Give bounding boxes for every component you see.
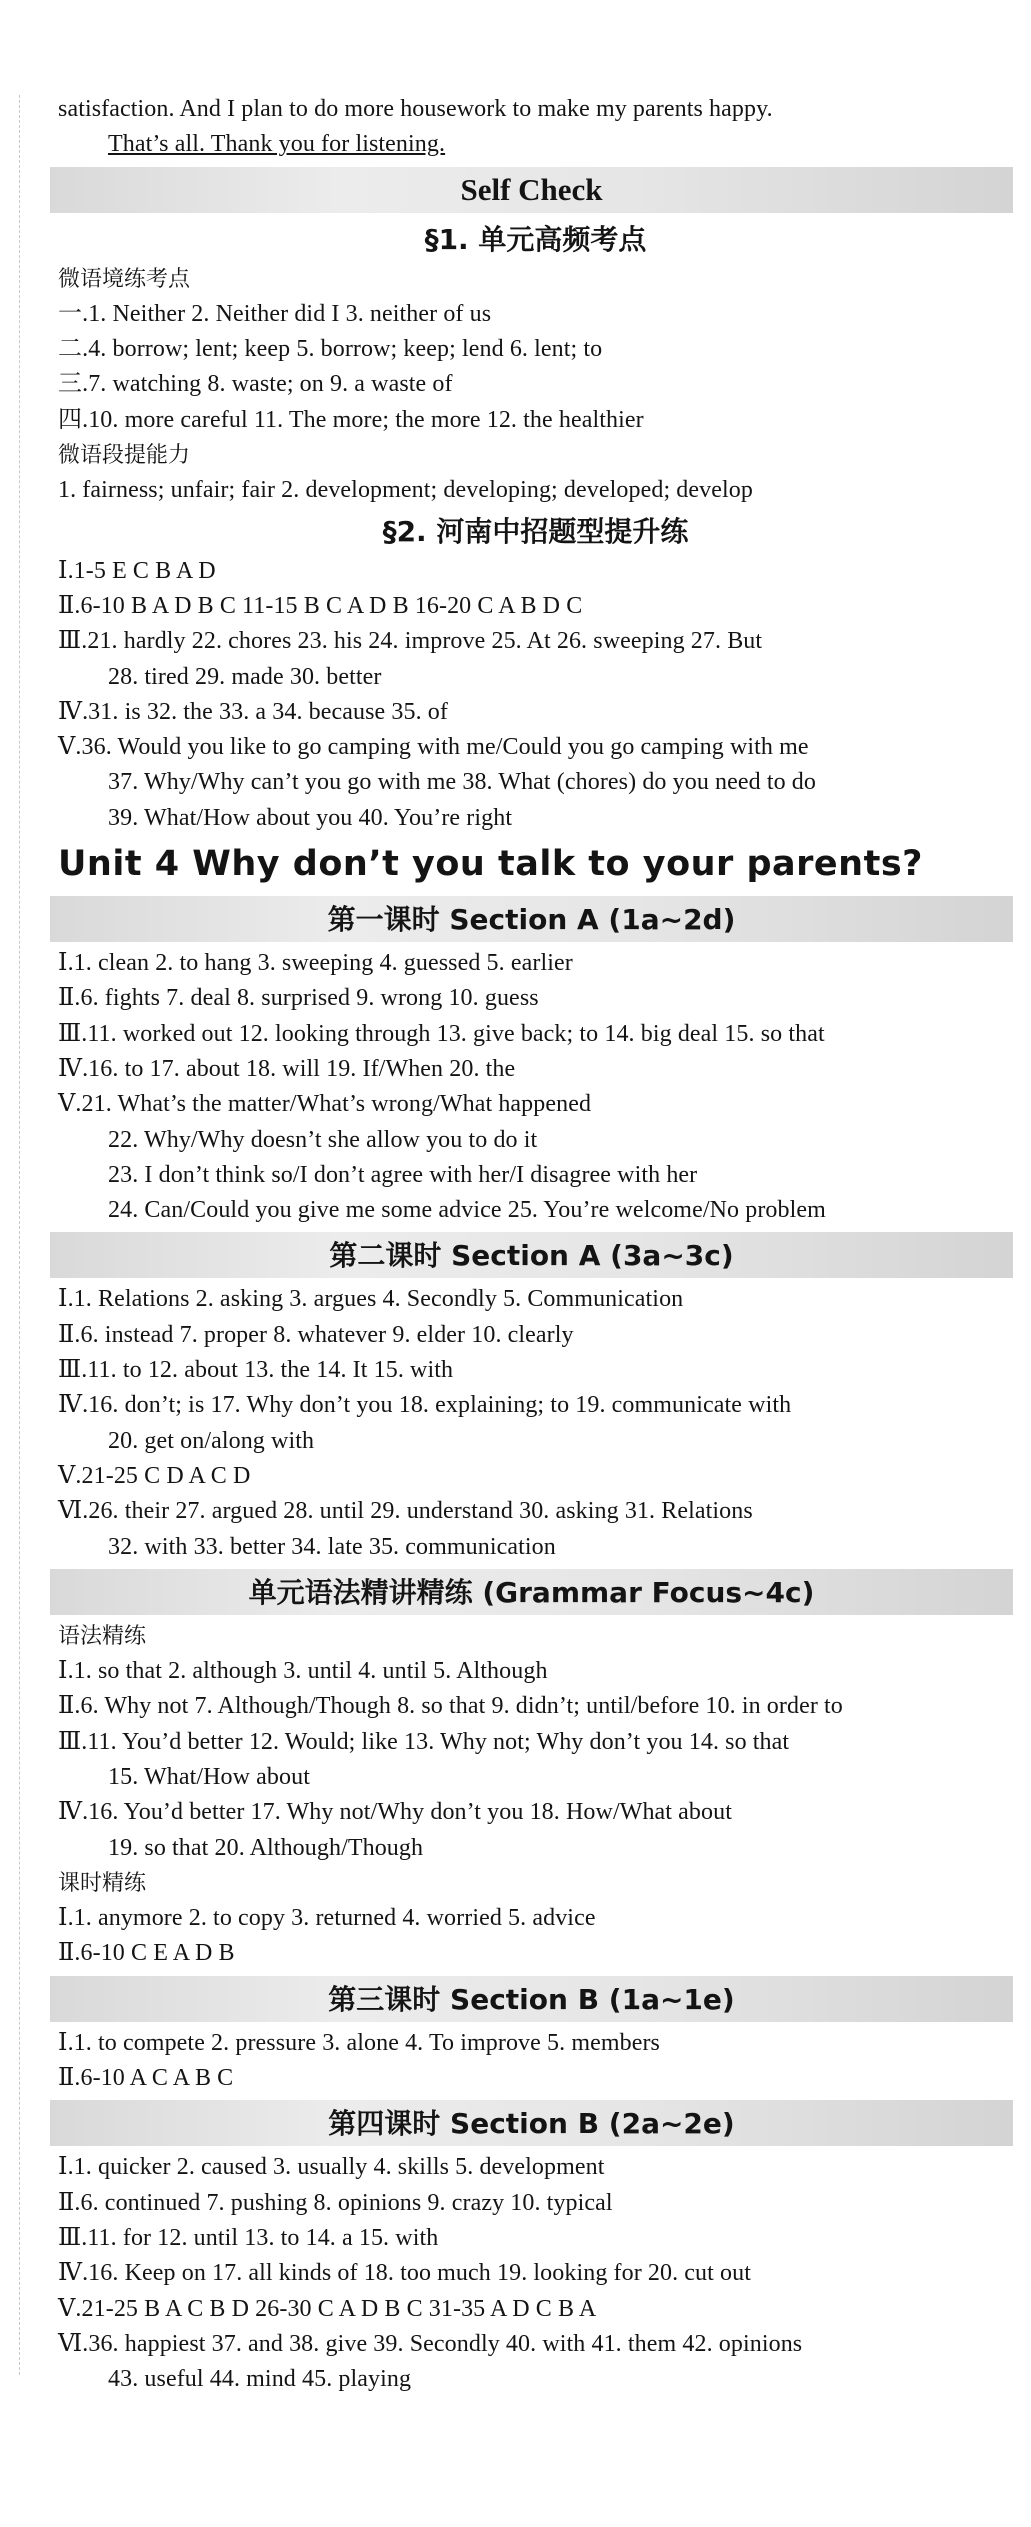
answer-page bbox=[58, 92, 1013, 2397]
answer-row: Ⅲ.11. for 12. until 13. to 14. a 15. with bbox=[58, 2224, 439, 2251]
intro-line bbox=[58, 127, 1013, 162]
sub-heading: 微语境练考点 bbox=[58, 266, 191, 292]
answer-row: Ⅱ.6-10 A C A B C bbox=[58, 2065, 234, 2092]
closing-sentence: That’s all. Thank you for listening. bbox=[108, 131, 446, 158]
lesson-1-header: 第一课时 Section A (1a~2d) bbox=[50, 896, 1013, 942]
answer-row: Ⅰ.1-5 E C B A D bbox=[58, 557, 216, 584]
answer-row: Ⅳ.16. You’d better 17. Why not/Why don’t you 18. How/What about bbox=[58, 1799, 732, 1826]
answer-row: Ⅰ.1. quicker 2. caused 3. usually 4. skills 5. development bbox=[58, 2154, 605, 2181]
answer-row: Ⅴ.21-25 B A C B D 26-30 C A D B C 31-35 A D C B A bbox=[58, 2295, 597, 2322]
answer-row: Ⅰ.1. anymore 2. to copy 3. returned 4. worried 5. advice bbox=[58, 1905, 596, 1932]
answer-row: Ⅴ.21. What’s the matter/What’s wrong/What happened bbox=[58, 1091, 592, 1118]
answer-row: 20. get on/along with bbox=[108, 1427, 315, 1454]
answer-row: Ⅱ.6-10 B A D B C 11-15 B C A D B 16-20 C A B D C bbox=[58, 592, 583, 619]
answer-row: 37. Why/Why can’t you go with me 38. What (chores) do you need to do bbox=[108, 769, 816, 796]
unit-title: Unit 4 Why don’t you talk to your parents? bbox=[58, 844, 923, 885]
sub-heading: 语法精练 bbox=[58, 1623, 147, 1649]
intro-line: satisfaction. And I plan to do more housework to make my parents happy. bbox=[58, 96, 773, 122]
answer-row: Ⅲ.21. hardly 22. chores 23. his 24. improve 25. At 26. sweeping 27. But bbox=[58, 628, 763, 655]
answer-row: Ⅲ.11. You’d better 12. Would; like 13. Why not; Why don’t you 14. so that bbox=[58, 1728, 790, 1755]
answer-row: Ⅳ.31. is 32. the 33. a 34. because 35. of bbox=[58, 698, 448, 725]
sub-heading: 课时精练 bbox=[58, 1870, 147, 1896]
lesson-2-header: 第二课时 Section A (3a~3c) bbox=[50, 1232, 1013, 1278]
answer-row: Ⅱ.6. fights 7. deal 8. surprised 9. wrong 10. guess bbox=[58, 985, 539, 1012]
answer-row: 22. Why/Why doesn’t she allow you to do it bbox=[108, 1126, 538, 1153]
answer-row: Ⅰ.1. clean 2. to hang 3. sweeping 4. guessed 5. earlier bbox=[58, 950, 573, 977]
sub-heading: 微语段提能力 bbox=[58, 443, 191, 469]
answer-row: Ⅱ.6. Why not 7. Although/Though 8. so that 9. didn’t; until/before 10. in order to bbox=[58, 1693, 843, 1720]
answer-row: Ⅰ.1. so that 2. although 3. until 4. until 5. Although bbox=[58, 1658, 548, 1685]
answer-row: 23. I don’t think so/I don’t agree with her/I disagree with her bbox=[108, 1161, 698, 1188]
answer-row: Ⅰ.1. Relations 2. asking 3. argues 4. Secondly 5. Communication bbox=[58, 1286, 684, 1313]
answer-row: 一.1. Neither 2. Neither did I 3. neither of us bbox=[58, 300, 492, 327]
answer-row: Ⅱ.6-10 C E A D B bbox=[58, 1940, 235, 1967]
answer-row: Ⅴ.21-25 C D A C D bbox=[58, 1462, 251, 1489]
grammar-header: 单元语法精讲精练 (Grammar Focus~4c) bbox=[50, 1569, 1013, 1615]
answer-row: Ⅳ.16. Keep on 17. all kinds of 18. too much 19. looking for 20. cut out bbox=[58, 2260, 751, 2287]
answer-row: Ⅵ.26. their 27. argued 28. until 29. understand 30. asking 31. Relations bbox=[58, 1498, 753, 1525]
answer-row: 四.10. more careful 11. The more; the more 12. the healthier bbox=[58, 406, 644, 433]
answer-row: Ⅴ.36. Would you like to go camping with me/Could you go camping with me bbox=[58, 734, 809, 761]
answer-row: 1. fairness; unfair; fair 2. development; developing; developed; develop bbox=[58, 477, 753, 504]
answer-row: Ⅱ.6. continued 7. pushing 8. opinions 9. crazy 10. typical bbox=[58, 2189, 613, 2216]
binding-margin-line bbox=[19, 95, 20, 2375]
answer-row: Ⅳ.16. don’t; is 17. Why don’t you 18. explaining; to 19. communicate with bbox=[58, 1392, 792, 1419]
answer-row: 32. with 33. better 34. late 35. communication bbox=[108, 1533, 556, 1560]
section-2-title: §2. 河南中招题型提升练 bbox=[382, 514, 689, 548]
answer-row: 43. useful 44. mind 45. playing bbox=[108, 2366, 412, 2393]
lesson-4-header: 第四课时 Section B (2a~2e) bbox=[50, 2100, 1013, 2146]
answer-row: 19. so that 20. Although/Though bbox=[108, 1834, 424, 1861]
answer-row: Ⅰ.1. to compete 2. pressure 3. alone 4. To improve 5. members bbox=[58, 2029, 660, 2056]
answer-row: Ⅲ.11. worked out 12. looking through 13. give back; to 14. big deal 15. so that bbox=[58, 1020, 825, 1047]
answer-row: Ⅵ.36. happiest 37. and 38. give 39. Secondly 40. with 41. them 42. opinions bbox=[58, 2330, 803, 2357]
answer-row: 三.7. watching 8. waste; on 9. a waste of bbox=[58, 371, 453, 398]
answer-row: Ⅲ.11. to 12. about 13. the 14. It 15. with bbox=[58, 1357, 454, 1384]
answer-row: 39. What/How about you 40. You’re right bbox=[108, 804, 513, 831]
answer-row: 28. tired 29. made 30. better bbox=[108, 663, 382, 690]
answer-row: Ⅳ.16. to 17. about 18. will 19. If/When 20. the bbox=[58, 1055, 516, 1082]
section-1-title: §1. 单元高频考点 bbox=[424, 222, 647, 256]
answer-row: 二.4. borrow; lent; keep 5. borrow; keep; lend 6. lent; to bbox=[58, 336, 603, 363]
answer-row: Ⅱ.6. instead 7. proper 8. whatever 9. elder 10. clearly bbox=[58, 1321, 574, 1348]
self-check-header: Self Check bbox=[50, 167, 1013, 213]
answer-row: 15. What/How about bbox=[108, 1763, 310, 1790]
lesson-3-header: 第三课时 Section B (1a~1e) bbox=[50, 1976, 1013, 2022]
answer-row: 24. Can/Could you give me some advice 25. You’re welcome/No problem bbox=[108, 1197, 826, 1224]
